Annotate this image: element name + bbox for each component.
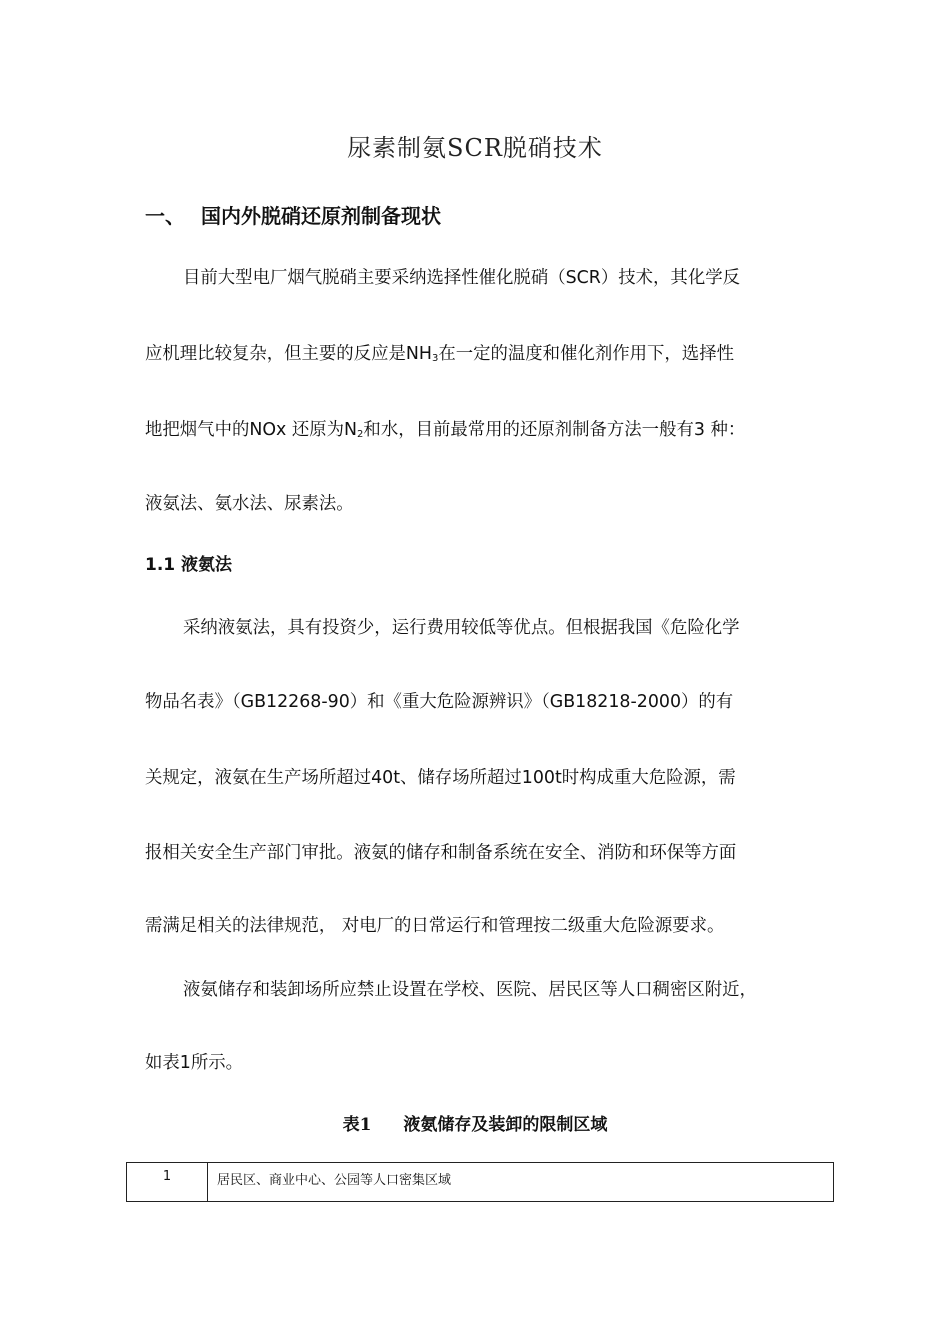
paragraph-line: 目前大型电厂烟气脱硝主要采纳选择性催化脱硝（SCR）技术，其化学反: [183, 268, 740, 288]
restricted-area-table: [126, 1162, 834, 1202]
paragraph-line: 液氨储存和装卸场所应禁止设置在学校、医院、居民区等人口稠密区附近，: [183, 980, 757, 1000]
section-number: 一、: [145, 204, 185, 228]
table-row: [127, 1163, 834, 1202]
table-number: 表1: [342, 1115, 372, 1135]
paragraph-line: 报相关安全生产部门审批。液氨的储存和制备系统在安全、消防和环保等方面: [145, 843, 737, 863]
paragraph-line: 液氨法、氨水法、尿素法。: [145, 494, 354, 514]
table-cell-number: 1: [127, 1163, 208, 1202]
text-run: 在一定的温度和催化剂作用下，选择性: [438, 344, 734, 364]
paragraph-line: 物品名表》（GB12268-90）和《重大危险源辨识》（GB18218-2000）的有: [145, 692, 734, 712]
subscript: 3: [431, 353, 439, 364]
paragraph-line: 关规定，液氨在生产场所超过40t、储存场所超过100t时构成重大危险源，需: [145, 768, 736, 788]
paragraph-line: 需满足相关的法律规范， 对电厂的日常运行和管理按二级重大危险源要求。: [145, 916, 725, 936]
section-heading-1: [145, 202, 441, 230]
text-run: 和水，目前最常用的还原剂制备方法一般有3 种：: [363, 420, 746, 440]
paragraph-line: 采纳液氨法，具有投资少，运行费用较低等优点。但根据我国《危险化学: [183, 618, 740, 638]
subsection-heading-1-1: 1.1 液氨法: [145, 555, 233, 575]
document-title: 尿素制氨SCR脱硝技术: [347, 134, 603, 162]
table-cell-area: 居民区、商业中心、公园等人口密集区域: [208, 1163, 834, 1202]
subscript: 2: [357, 429, 364, 440]
table-title: 液氨储存及装卸的限制区域: [403, 1115, 608, 1135]
paragraph-line: [145, 342, 734, 366]
paragraph-line: 如表1所示。: [145, 1053, 244, 1073]
paragraph-line: [145, 418, 745, 442]
section-title: 国内外脱硝还原剂制备现状: [201, 204, 441, 228]
text-run: 地把烟气中的NOx 还原为N: [145, 420, 358, 440]
table-caption: [0, 1113, 950, 1137]
text-run: 应机理比较复杂，但主要的反应是NH: [145, 344, 432, 364]
